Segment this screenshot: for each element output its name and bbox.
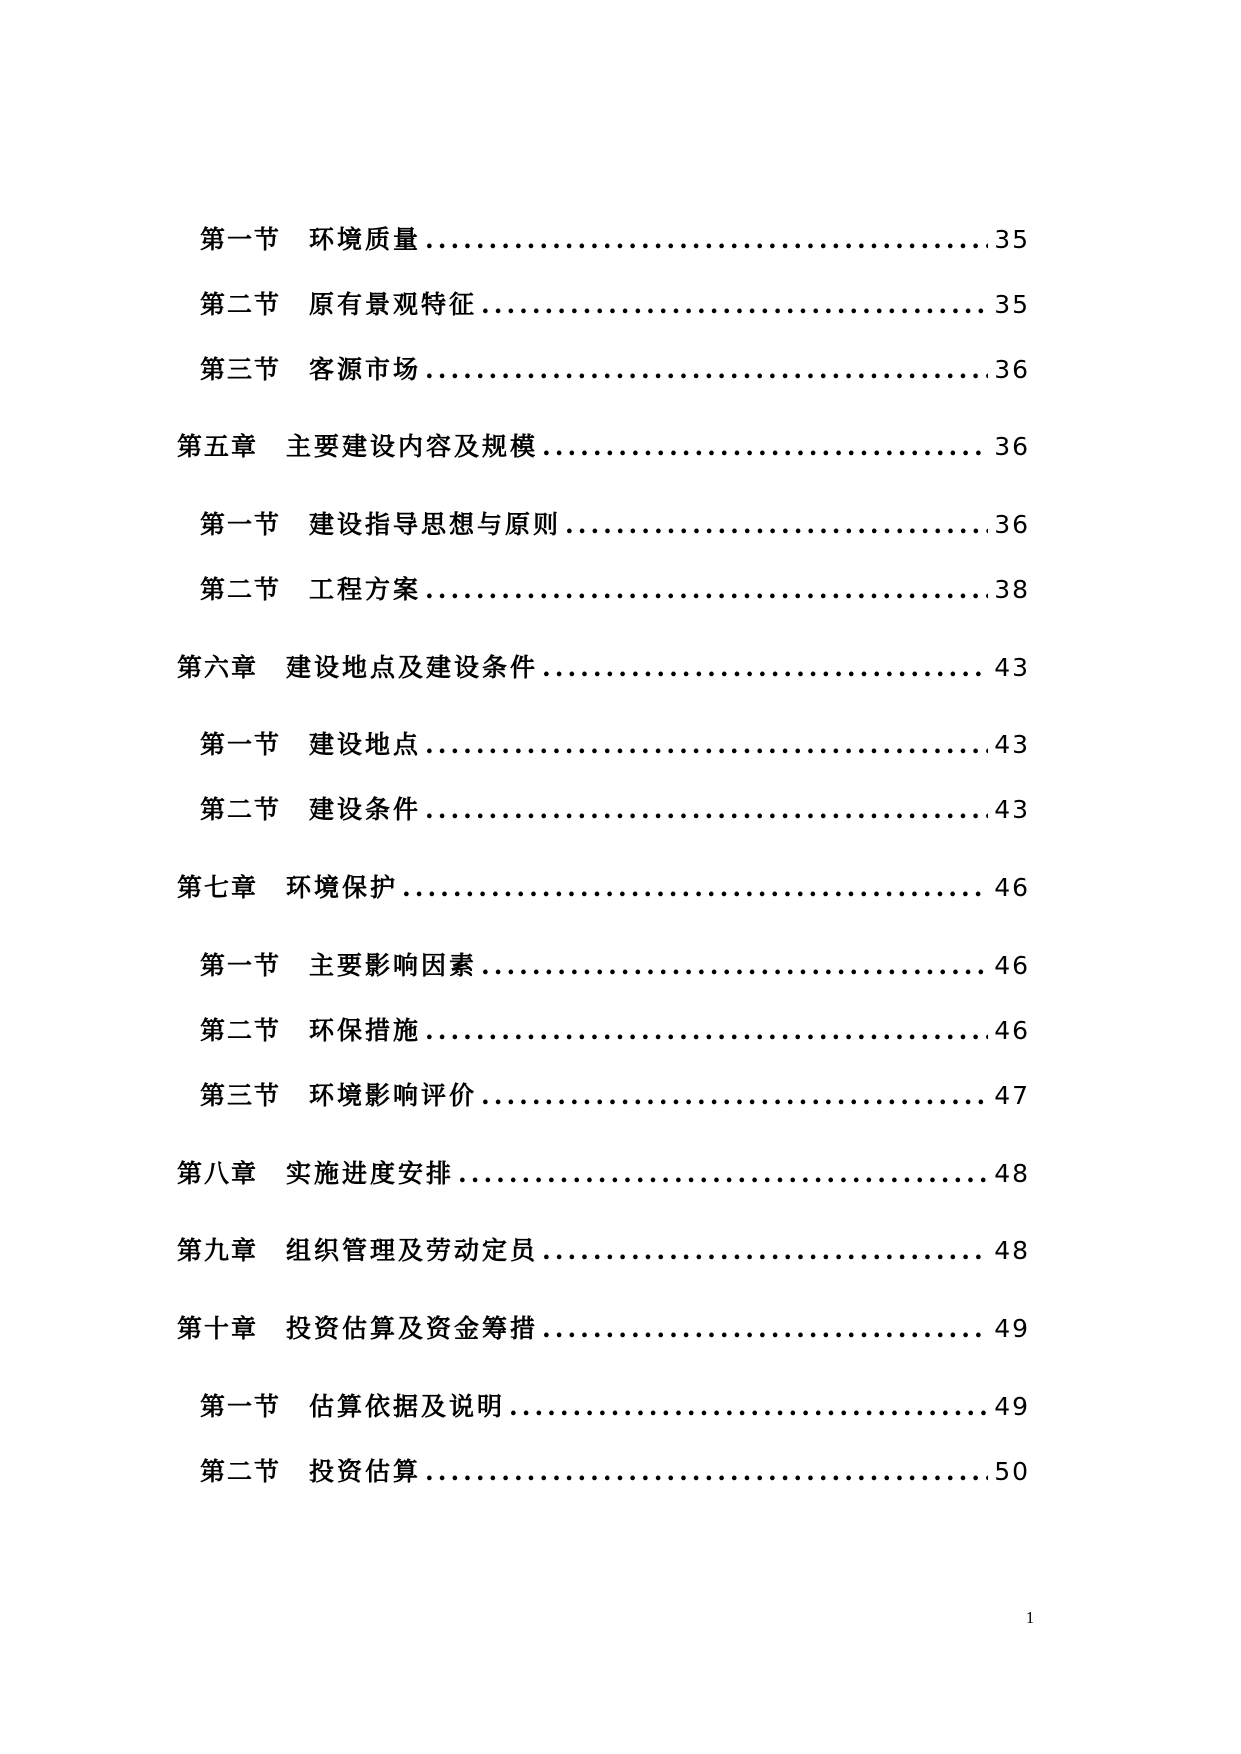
toc-entry-title: 建设指导思想与原则 bbox=[309, 510, 562, 539]
toc-entry-label: 第三节 bbox=[200, 355, 282, 384]
toc-leader-dots bbox=[425, 222, 988, 258]
toc-leader-dots bbox=[425, 1013, 988, 1049]
toc-entry-page: 48 bbox=[994, 1159, 1030, 1188]
toc-entry-page: 43 bbox=[994, 730, 1030, 759]
toc-entry[interactable] bbox=[200, 287, 1030, 323]
toc-entry[interactable] bbox=[177, 1311, 1030, 1347]
toc-entry-title: 主要建设内容及规模 bbox=[286, 432, 539, 461]
toc-leader-dots bbox=[542, 1311, 988, 1347]
toc-entry[interactable] bbox=[200, 1078, 1030, 1114]
toc-leader-dots bbox=[542, 1233, 988, 1269]
toc-leader-dots bbox=[425, 1454, 988, 1490]
toc-entry-title: 环境保护 bbox=[286, 873, 399, 902]
toc-entry-page: 48 bbox=[994, 1236, 1030, 1265]
toc-entry-page: 46 bbox=[994, 951, 1030, 980]
toc-entry-title: 客源市场 bbox=[309, 355, 422, 384]
toc-entry-label: 第七章 bbox=[177, 873, 259, 902]
toc-leader-dots bbox=[425, 572, 988, 608]
toc-entry-title: 环境质量 bbox=[309, 225, 422, 254]
toc-entry-page: 35 bbox=[994, 290, 1030, 319]
toc-leader-dots bbox=[481, 1078, 988, 1114]
toc-leader-dots bbox=[481, 287, 988, 323]
toc-entry-label: 第十章 bbox=[177, 1314, 259, 1343]
toc-leader-dots bbox=[402, 870, 988, 906]
toc-entry-label: 第六章 bbox=[177, 653, 259, 682]
toc-leader-dots bbox=[481, 948, 988, 984]
toc-entry-title: 主要影响因素 bbox=[309, 951, 478, 980]
toc-leader-dots bbox=[425, 792, 988, 828]
toc-entry-label: 第一节 bbox=[200, 951, 282, 980]
toc-leader-dots bbox=[458, 1156, 988, 1192]
toc-entry-label: 第二节 bbox=[200, 795, 282, 824]
toc-entry-page: 43 bbox=[994, 653, 1030, 682]
toc-leader-dots bbox=[542, 650, 988, 686]
toc-entry[interactable] bbox=[177, 870, 1030, 906]
toc-entry-title: 建设地点及建设条件 bbox=[286, 653, 539, 682]
toc-leader-dots bbox=[425, 727, 988, 763]
toc-entry-title: 环境影响评价 bbox=[309, 1081, 478, 1110]
toc-entry[interactable] bbox=[200, 507, 1030, 543]
toc-entry-page: 36 bbox=[994, 432, 1030, 461]
page-number: 1 bbox=[1025, 1608, 1035, 1627]
toc-entry[interactable] bbox=[200, 792, 1030, 828]
toc-entry[interactable] bbox=[200, 352, 1030, 388]
toc-entry[interactable] bbox=[177, 1156, 1030, 1192]
toc-entry-page: 46 bbox=[994, 873, 1030, 902]
toc-entry[interactable] bbox=[200, 948, 1030, 984]
toc-entry-title: 估算依据及说明 bbox=[309, 1392, 506, 1421]
toc-entry-label: 第八章 bbox=[177, 1159, 259, 1188]
toc-entry[interactable] bbox=[200, 222, 1030, 258]
toc-entry-title: 建设条件 bbox=[309, 795, 422, 824]
toc-leader-dots bbox=[425, 352, 988, 388]
toc-entry-label: 第一节 bbox=[200, 730, 282, 759]
toc-entry-title: 工程方案 bbox=[309, 575, 422, 604]
toc-entry[interactable] bbox=[177, 1233, 1030, 1269]
toc-entry-page: 36 bbox=[994, 355, 1030, 384]
toc-entry-title: 投资估算及资金筹措 bbox=[286, 1314, 539, 1343]
toc-entry-page: 50 bbox=[994, 1457, 1030, 1486]
toc-entry-label: 第二节 bbox=[200, 1457, 282, 1486]
toc-entry-label: 第一节 bbox=[200, 1392, 282, 1421]
toc-entry-label: 第一节 bbox=[200, 225, 282, 254]
toc-entry-label: 第九章 bbox=[177, 1236, 259, 1265]
toc-entry-page: 49 bbox=[994, 1392, 1030, 1421]
toc-entry-page: 36 bbox=[994, 510, 1030, 539]
toc-entry-page: 35 bbox=[994, 225, 1030, 254]
toc-entry-page: 38 bbox=[994, 575, 1030, 604]
toc-leader-dots bbox=[565, 507, 988, 543]
toc-entry-label: 第二节 bbox=[200, 575, 282, 604]
toc-entry-title: 实施进度安排 bbox=[286, 1159, 455, 1188]
toc-entry-label: 第二节 bbox=[200, 290, 282, 319]
toc-leader-dots bbox=[509, 1389, 988, 1425]
toc-entry[interactable] bbox=[200, 1389, 1030, 1425]
toc-entry[interactable] bbox=[200, 1013, 1030, 1049]
toc-entry-title: 原有景观特征 bbox=[309, 290, 478, 319]
toc-entry[interactable] bbox=[200, 1454, 1030, 1490]
toc-entry-page: 49 bbox=[994, 1314, 1030, 1343]
toc-entry-title: 组织管理及劳动定员 bbox=[286, 1236, 539, 1265]
toc-entry-label: 第三节 bbox=[200, 1081, 282, 1110]
toc-entry-title: 建设地点 bbox=[309, 730, 422, 759]
toc-entry-page: 46 bbox=[994, 1016, 1030, 1045]
toc-entry-title: 投资估算 bbox=[309, 1457, 422, 1486]
toc-entry-label: 第五章 bbox=[177, 432, 259, 461]
toc-entry[interactable] bbox=[177, 429, 1030, 465]
toc-entry-page: 47 bbox=[994, 1081, 1030, 1110]
toc-entry[interactable] bbox=[200, 572, 1030, 608]
toc-entry[interactable] bbox=[200, 727, 1030, 763]
toc-entry-page: 43 bbox=[994, 795, 1030, 824]
toc-entry-title: 环保措施 bbox=[309, 1016, 422, 1045]
toc-leader-dots bbox=[542, 429, 988, 465]
toc-entry-label: 第一节 bbox=[200, 510, 282, 539]
toc-entry-label: 第二节 bbox=[200, 1016, 282, 1045]
toc-entry[interactable] bbox=[177, 650, 1030, 686]
